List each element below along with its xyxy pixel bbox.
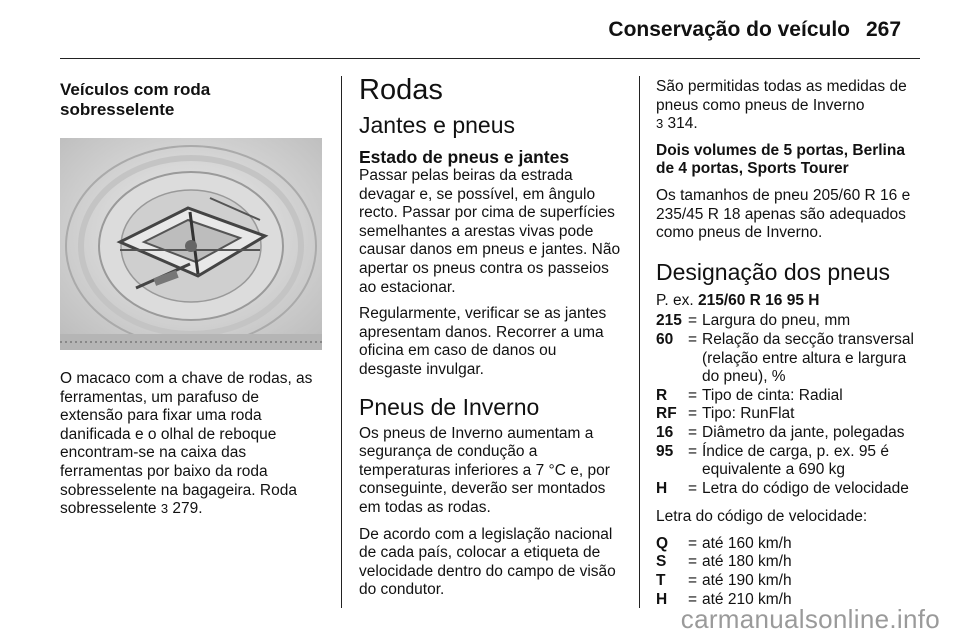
code-label: Q [656,534,669,552]
code-label: H [656,590,668,608]
paragraph-text: São permitidas todas as medidas de pneus como pneus de Inverno [656,78,907,114]
code-description: Índice de carga, p. ex. 95 é equivalente a 690 kg [702,442,889,479]
code-description: Tipo: RunFlat [702,405,795,423]
code-label: RF [656,405,677,423]
subsection-heading: Estado de pneus e jantes [359,147,570,167]
list-item [656,443,924,480]
body-paragraph: De acordo com a legislação nacional de cada país, colocar a etiqueta de velocidade dentro do campo de visão do condutor. [359,525,616,599]
column-left [60,80,325,527]
body-paragraph [60,370,325,519]
equals-sign: = [688,442,698,460]
code-description: até 160 km/h [702,534,792,552]
equals-sign: = [688,312,698,330]
code-description: Relação da secção transversal (relação entre altura e largura do pneu), % [702,330,914,386]
column-right [656,78,924,619]
watermark: carmanualsonline.info [680,604,940,634]
code-description: até 210 km/h [702,590,792,608]
body-paragraph: Os tamanhos de pneu 205/60 R 16 e 235/45 R 18 apenas são adequados como pneus de Inverno. [656,186,911,242]
code-label: 95 [656,442,674,460]
list-item [656,387,924,406]
page-ref-arrow-icon: 3 [656,116,664,132]
body-paragraph: Os pneus de Inverno aumentam a segurança de condução a temperaturas inferiores a 7 °C e, por conseguinte, deverão ser montados em todas as rodas. [359,424,610,516]
spare-wheel-photo [60,138,322,350]
equals-sign: = [688,330,698,348]
code-label: 215 [656,312,682,330]
equals-sign: = [688,553,698,571]
page-ref-arrow-icon: 3 [160,501,169,517]
code-label: T [656,572,666,590]
equals-sign: = [688,572,698,590]
body-paragraph: Regularmente, verificar se as jantes apresentam danos. Recorrer a uma oficina em caso de danos ou desgaste invulgar. [359,305,607,378]
model-heading: Dois volumes de 5 portas, Berlina de 4 portas, Sports Tourer [656,141,905,178]
code-description: até 180 km/h [702,553,792,571]
designation-list [656,312,924,498]
section-heading: Pneus de Inverno [359,393,540,420]
body-paragraph: Passar pelas beiras da estrada devagar e, se possível, em ângulo recto. Passar por cima de superfícies semelhantes a arestas vivas pode causar danos em pneus e jantes. Não apertar os pneus contra os passeios ao estacionar. [359,167,621,296]
section-heading: Jantes e pneus [359,112,516,138]
list-item [656,405,924,424]
list-item [656,535,924,554]
page-ref-link[interactable]: 314. [667,115,698,133]
header-divider [60,58,920,59]
code-description: Largura do pneu, mm [702,312,851,330]
tire-example [656,292,924,311]
page-header-title: Conservação do veículo [608,18,850,41]
column-divider [341,76,342,608]
list-item [656,331,924,387]
equals-sign: = [688,423,698,441]
paragraph-text: O macaco com a chave de rodas, as ferramentas, um parafuso de extensão para fixar uma roda danificada e o olhal de reboque encontram-se na caixa das ferramentas por baixo da roda sobresselente na bagageira. Roda sobresselente [60,370,313,518]
equals-sign: = [688,534,698,552]
column-middle [359,74,623,608]
code-label: S [656,553,667,571]
section-heading: Designação dos pneus [656,258,890,285]
section-heading [60,80,325,120]
list-item [656,553,924,572]
code-label: H [656,479,668,497]
list-item [656,572,924,591]
page-number: 267 [866,18,902,41]
column-divider [639,76,640,608]
speed-intro: Letra do código de velocidade: [656,508,868,526]
page-ref-link[interactable]: 279. [172,500,203,518]
equals-sign: = [688,386,698,404]
example-value: 215/60 R 16 95 H [697,291,820,309]
body-paragraph [656,78,924,134]
speed-code-list [656,535,924,609]
example-prefix: P. ex. [656,291,694,309]
heading-line: Veículos com roda [60,80,211,99]
code-label: R [656,386,668,404]
list-item [656,312,924,331]
equals-sign: = [688,590,698,608]
code-label: 60 [656,330,674,348]
equals-sign: = [688,479,698,497]
list-item [656,424,924,443]
code-description: Letra do código de velocidade [702,479,909,497]
code-description: Tipo de cinta: Radial [702,386,843,404]
list-item [656,480,924,499]
code-description: Diâmetro da jante, polegadas [702,423,905,441]
chapter-heading: Rodas [359,74,443,106]
equals-sign: = [688,405,698,423]
heading-line: sobresselente [60,100,175,119]
code-description: até 190 km/h [702,572,792,590]
code-label: 16 [656,423,674,441]
